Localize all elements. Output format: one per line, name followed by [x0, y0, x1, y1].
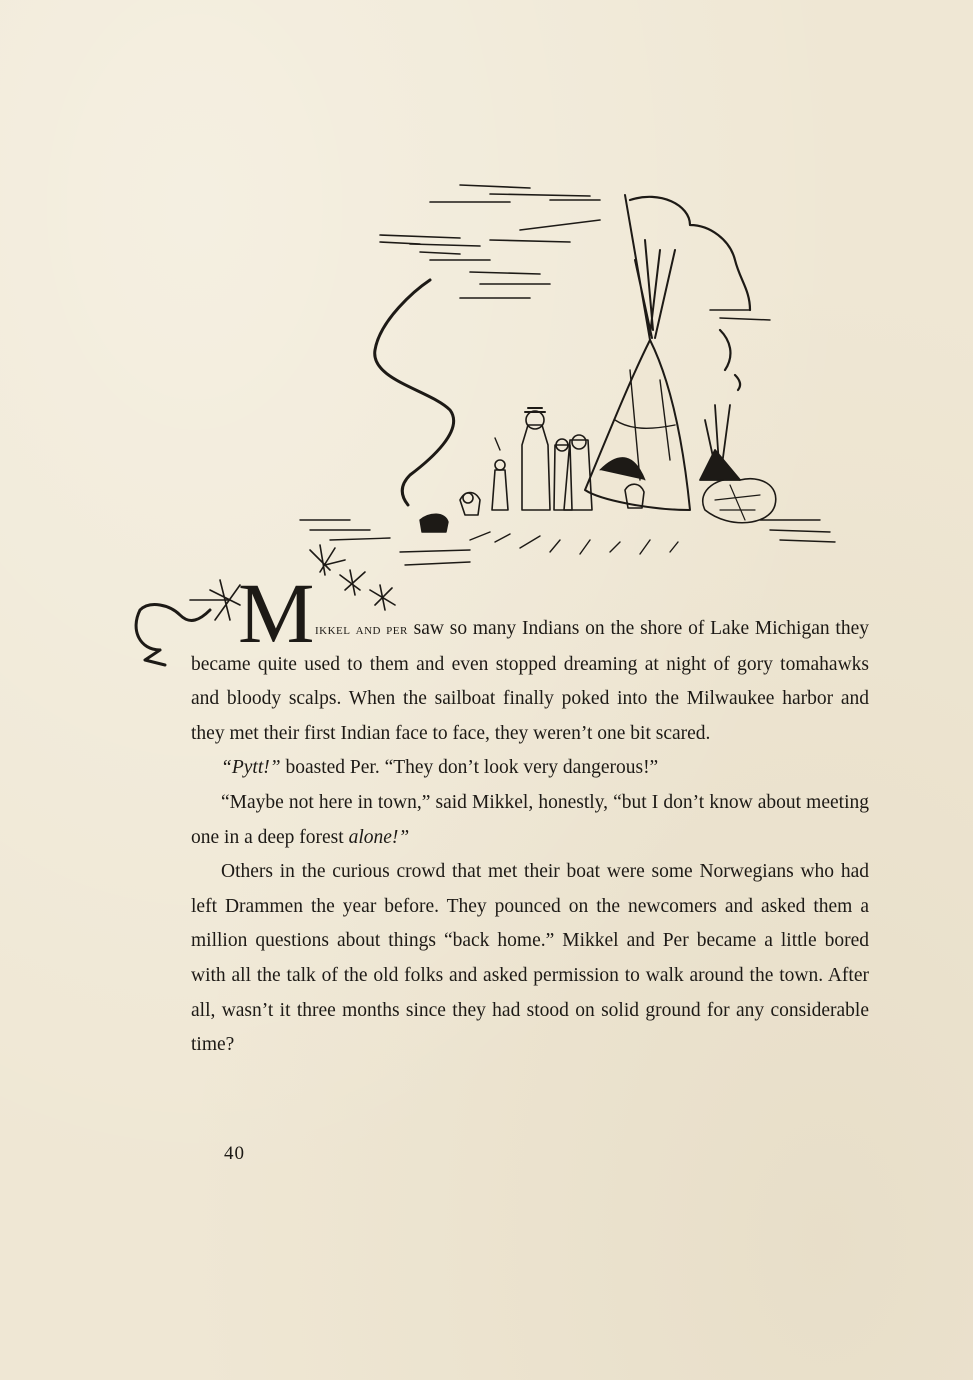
small-teepee [700, 405, 740, 480]
paragraph-2 [191, 751, 869, 786]
paragraph-1 [191, 612, 869, 751]
page-number: 40 [224, 1143, 245, 1164]
paragraph-4-text: Others in the curious crowd that met their boat were some Norwegians who had left Drammen the year before. They pounced on the newcomers and asked them a million questions about things “back home.” Mikkel and Per became a little bored with all the talk of the old folks and asked permission to walk around the town. After all, wasn’t it three months since they had stood on solid ground for any considerable time? [191, 861, 869, 1056]
paragraph-3-text: “Maybe not here in town,” said Mikkel, honestly, “but I don’t know about meeting one in a deep forest [191, 791, 869, 848]
indian-camp-illustration [130, 180, 840, 670]
paragraph-3 [191, 786, 869, 855]
indian-figures [492, 408, 592, 510]
paragraph-1-text: saw so many Indians on the shore of Lake Michigan they became quite used to them and even stopped dreaming at night of gory tomahawks and bloody scalps. When the sailboat finally poked into the Milwaukee harbor and they met their first Indian face to face, they weren’t one bit scared. [191, 618, 869, 744]
bush [703, 479, 776, 523]
paragraph-2-italic: “Pytt!” [221, 757, 281, 779]
teepee [585, 195, 690, 510]
lead-small-caps: ikkel and per [315, 622, 408, 638]
paragraph-3-italic: alone!” [348, 826, 410, 848]
body-text [191, 612, 869, 1063]
paragraph-2-text: boasted Per. “They don’t look very dangerous!” [280, 757, 659, 779]
paragraph-4 [191, 855, 869, 1063]
sky-lines [380, 185, 600, 298]
svg-text:M: M [238, 565, 315, 661]
smoke-swirl [375, 280, 454, 505]
